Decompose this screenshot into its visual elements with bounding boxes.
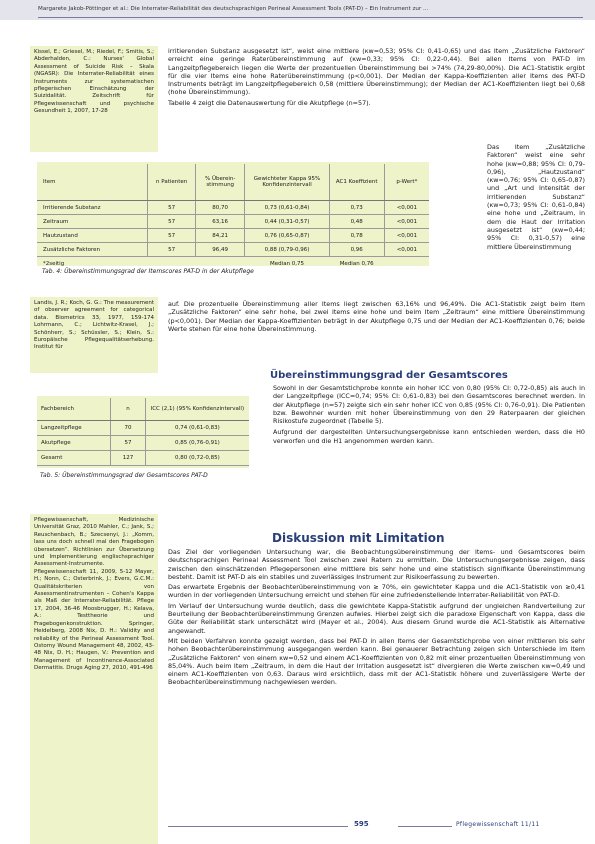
cell: Hautzustand — [37, 229, 148, 243]
table-5 — [37, 398, 249, 466]
page-footer — [168, 820, 588, 832]
cell: 57 — [148, 229, 196, 243]
cell: 57 — [148, 215, 196, 229]
cell: 57 — [148, 201, 196, 215]
cell: 63,16 — [195, 215, 245, 229]
cell: 57 — [111, 436, 145, 451]
paragraph: Aufgrund der dargestellten Untersuchungsergebnisse kann entschieden werden, dass die H0 verworfen und die H1 angenommen werden kann. — [273, 428, 585, 445]
table5-caption: Tab. 5: Übereinstimmungsgrad der Gesamtscores PAT-D — [40, 472, 208, 479]
cell: 0,48 — [329, 215, 384, 229]
cell: 80,70 — [195, 201, 245, 215]
discussion-text — [168, 548, 585, 689]
cell: <0,001 — [384, 215, 429, 229]
table4-caption: Tab. 4: Übereinstimmungsgrad der Itemscores PAT-D in der Akutpflege — [42, 268, 254, 275]
cell: 0,80 (0,72-0,85) — [145, 451, 249, 466]
paragraph: auf. Die prozentuelle Übereinstimmung aller Items liegt zwischen 63,16% und 96,49%. Die AC1-Statistik zeigt beim Item „Zusätzliche Faktoren“ eine sehr hohe, bei zwei Items eine hohe und beim Item „Zeitraum“ eine mittlere Übereinstimmung (p<0,001). Der Median der Kappa-Koeffizienten beträgt in der Akutpflege 0,75 und der Median der AC1-Koeffizienten 0,76; beide Werte stehen für eine hohe Übereinstimmung. — [168, 300, 585, 333]
cell: 57 — [148, 243, 196, 257]
footer-rule — [168, 826, 348, 827]
col-header: % Überein-stimmung — [195, 164, 245, 201]
running-title: Margarete Jakob-Pöttinger et al.: Die Interrater-Reliabilität des deutschsprachigen Perineal Assessment Tools (PAT-D) – Ein Instrument zur ... — [38, 6, 429, 12]
header-rule — [38, 17, 583, 18]
footnote: *2seitig — [43, 260, 65, 267]
table-row — [37, 229, 429, 243]
reference-box-3 — [30, 514, 158, 844]
cell: 127 — [111, 451, 145, 466]
cell: Zusätzliche Faktoren — [37, 243, 148, 257]
paragraph: Sowohl in der Gesamtstichprobe konnte ein hoher ICC von 0,80 (95% CI: 0,72-0,85) als auch in der Langzeitpflege (ICC=0,74; 95% CI: 0,61-0,83) bei den Gesamtscores berechnet werden. In der Akutpflege (n=57) zeigte sich ein sehr hoher ICC von 0,85 (95% CI: 0,76-0,91). Die Patienten bzw. Bewohner wurden mit hoher Übereinstimmung von den 29 Raterpaaren der gleichen Risikostufe zugeordnet (Tabelle 5). — [273, 384, 585, 426]
table-header-row — [37, 164, 429, 201]
col-header: n — [111, 398, 145, 421]
cell: 0,88 (0,79-0,96) — [245, 243, 329, 257]
cell: 96,49 — [195, 243, 245, 257]
after-table-paragraph — [168, 300, 585, 335]
cell: 0,74 (0,61-0,83) — [145, 421, 249, 436]
footer-rule — [398, 826, 452, 827]
table4-intro: Tabelle 4 zeigt die Datenauswertung für die Akutpflege (n=57). — [168, 98, 371, 107]
cell: 0,78 — [329, 229, 384, 243]
table-row — [37, 451, 249, 466]
col-header: AC1 Koeffizient — [329, 164, 384, 201]
table-row — [37, 421, 249, 436]
col-header: n Patienten — [148, 164, 196, 201]
table-row — [37, 243, 429, 257]
table-4 — [37, 164, 429, 270]
section-heading: Diskussion mit Limitation — [272, 531, 445, 545]
reference-text: Landis, J. R.; Koch, G. G.: The measurement of observer agreement for categorical data. Biometrics 33, 1977, 159-174 Lohrmann, C.; Lichtwitz-Krasel, J.; Schönherr, S.; Schüssler, S.; Klein, S.: Europäische Pflegequalitätserhebung. Institut für — [34, 300, 154, 351]
col-header: p-Wert* — [384, 164, 429, 201]
reference-text: Kissel, E.; Griesel, M.; Riedel, F.; Smitis, S.; Abderhalden, C.: Nurses' Global Assessment of Suicide Risk – Skala (NGASR): Die Interrater-Reliabilität eines Instruments zur systematischen pflegerischen Einschätzung der Suizidalität. Zeitschrift für Pflegewissenschaft und psychische Gesundheit 1, 2007, 17-28 — [34, 49, 154, 115]
paragraph: Mit beiden Verfahren konnte gezeigt werden, dass bei PAT-D in allen Items der Gesamtstichprobe von einer mittleren bis sehr hohen Beobachterübereinstimmung ausgegangen werden kann. Bei genauerer Betrachtung zeigen sich Unterschiede im Item „Zusätzliche Faktoren“ von einem κw=0,52 und einem AC1-Koeffizienten von 0,82 mit einer prozentuellen Übereinstimmung von 85,04%. Auch beim Item „Zeitraum, in dem die Haut der Irritation ausgesetzt ist“ divergieren die Werte zwischen κw=0,49 und einem AC1-Koeffizienten von 0,63. Daraus wird ersichtlich, dass mit der AC1-Statistik höhere und zuverlässigere Werte der Beobachterübereinstimmung nachgewiesen werden. — [168, 636, 585, 687]
cell: Akutpflege — [37, 436, 111, 451]
reference-text: Pflegewissenschaft, Medizinische Universität Graz, 2010 Mahler, C.; Jank, S.; Reuschenbach, B.; Szecsenyi, J.: „Komm, lass uns doch schnell mal den Fragebogen übersetzen“. Richtlinien zur Übersetzung und Implementierung englischsprachiger Assessment-Instrumente. Pflegewissenschaft 11, 2009, 5-12 Mayer, H.; Nonn, C.; Osterbrink, J.; Evers, G.C.M.: Qualitätskriterien von Assessmentinstrumenten – Cohen's Kappa als Maß der Interrater-Reliabilität. Pflege 17, 2004, 36-46 Moosbrugger, H.; Kelava, A.: Testtheorie und Fragebogenkonstruktion. Springer, Heidelberg, 2008 Nix, D. H.: Validity and reliability of the Perineal Assessment Tool. Ostomy Wound Management 48, 2002, 43-48 Nix, D. H.; Haugen, V.: Prevention and Management of Incontinence-Associated Dermatitis. Drugs Aging 27, 2010, 491-496 — [34, 517, 154, 672]
cell: 0,96 — [329, 243, 384, 257]
page-number: 595 — [354, 820, 369, 828]
section1-text — [273, 384, 585, 447]
table-header-row — [37, 398, 249, 421]
paragraph: Das erwartete Ergebnis der Beobachterübereinstimmung von ≥ 70%, ein gewichteter Kappa und die AC1-Statistik von ≥0,41 wurden in der vorliegenden Untersuchung erreicht und stehen für eine zufriedenstellende Interrater-Reliabilität von PAT-D. — [168, 583, 585, 600]
paragraph: irritierenden Substanz ausgesetzt ist“, weist eine mittlere (κw=0,53; 95% CI: 0,41-0,65) und das Item „Zusätzliche Faktoren“ erreicht eine geringe Raterübereinstimmung auf (κw=0,33; 95% CI: 0,22-0,44). Bei allen Items von PAT-D im Langzeitpflegebereich liegen die Werte der prozentuellen Übereinstimmung bei >74% (74,29-80,00%). Die AC1-Statistik ergibt für die vier Items eine hohe Raterübereinstimmung (p<0,001). Der Median der Kappa-Koeffizienten aller Items des PAT-D Instruments beträgt im Langzeitpflegebereich 0,58 (mittlere Übereinstimmung); der Median der AC1-Koeffizienten liegt bei 0,68 (hohe Übereinstimmung). — [168, 47, 585, 97]
cell: 0,73 (0,61-0,84) — [245, 201, 329, 215]
top-paragraph — [168, 47, 585, 109]
cell: 0,85 (0,76-0,91) — [145, 436, 249, 451]
col-header: Item — [37, 164, 148, 201]
cell: 0,76 (0,65-0,87) — [245, 229, 329, 243]
section-heading: Übereinstimmungsgrad der Gesamtscores — [270, 370, 508, 381]
paragraph: Das Item „Zusätzliche Faktoren“ weist eine sehr hohe (κw=0,88; 95% CI: 0,79-0,96), „Hautzustand“ (κw=0,76; 95% CI: 0,65-0,87) und „Art und Intensität der irritierenden Substanz“ (κw=0,73; 95% CI: 0,61-0,84) eine hohe und „Zeitraum, in dem die Haut der Irritation ausgesetzt ist“ (κw=0,44; 95% CI: 0,31-0,57) eine mittlere Übereinstimmung — [487, 143, 585, 251]
cell: <0,001 — [384, 243, 429, 257]
reference-box-2 — [30, 297, 158, 373]
cell: Langzeitpflege — [37, 421, 111, 436]
right-column-text — [487, 143, 585, 253]
paragraph: Im Verlauf der Untersuchung wurde deutlich, dass die gewichtete Kappa-Statistik aufgrund der ungleichen Randverteilung zur Beurteilung der Beobachterübereinstimmung Grenzen aufwies. Hierbei zeigt sich die paradoxe Eigenschaft von Kappa, dass die Güte der Reliabilität stark unterschätzt wird (Mayer et al., 2004). Aus diesem Grund wurde die AC1-Statistik als Alternative angewandt. — [168, 601, 585, 635]
table-row — [37, 436, 249, 451]
table-row — [37, 201, 429, 215]
col-header: Fachbereich — [37, 398, 111, 421]
cell: <0,001 — [384, 201, 429, 215]
col-header: ICC (2,1) (95% Konfidenzintervall) — [145, 398, 249, 421]
median-kappa: Median 0,75 — [270, 260, 305, 267]
table-row — [37, 215, 429, 229]
col-header: Gewichteter Kappa 95% Konfidenzintervall — [245, 164, 329, 201]
paragraph: Das Ziel der vorliegenden Untersuchung war, die Beobachtungsübereinstimmung der Items- und Gesamtscores beim deutschsprachigen Perineal Assessment Tool zwischen zwei Ratern zu ermitteln. Die Untersuchungsergebnisse zeigen, dass zwischen den einschätzenden Pflegepersonen eine mittlere bis sehr hohe und eine statistisch signifikante Übereinstimmung besteht. Damit ist PAT-D als ein stabiles und zuverlässiges Instrument zur Risikoerfassung zu bewerten. — [168, 548, 585, 581]
magazine-name: Pflegewissenschaft 11/11 — [456, 821, 540, 828]
cell: 0,73 — [329, 201, 384, 215]
cell: 0,44 (0,31-0,57) — [245, 215, 329, 229]
reference-box-1 — [30, 46, 158, 152]
median-ac1: Median 0,76 — [339, 260, 374, 267]
running-header — [0, 0, 595, 20]
cell: Gesamt — [37, 451, 111, 466]
cell: Irritierende Substanz — [37, 201, 148, 215]
cell: 84,21 — [195, 229, 245, 243]
cell: 70 — [111, 421, 145, 436]
cell: Zeitraum — [37, 215, 148, 229]
cell: <0,001 — [384, 229, 429, 243]
